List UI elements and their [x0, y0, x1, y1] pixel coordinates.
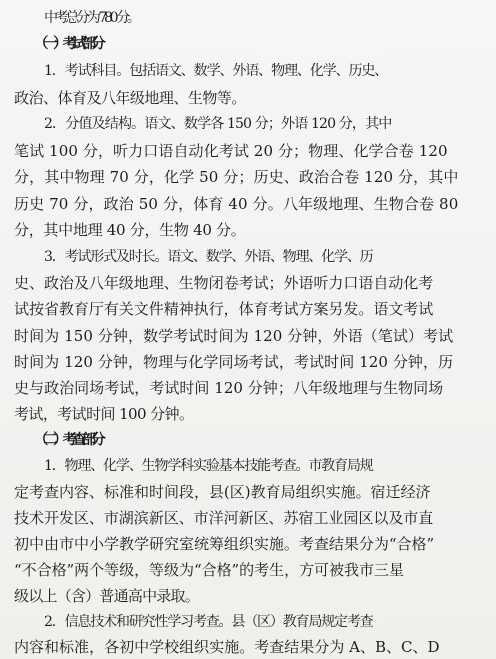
text-line: 时间为 120 分钟，物理与化学同场考试，考试时间 120 分钟，历 [14, 353, 454, 371]
text-line: “不合格”两个等级，等级为“合格”的考生，方可被我市三星 [14, 561, 404, 579]
text-line: 初中由市中小学教学研究室统筹组织实施。考查结果分为“合格” [14, 535, 435, 553]
text-line: 中考总分为 780 分。 [44, 10, 138, 26]
text-line: 考试，考试时间 100 分钟。 [14, 405, 194, 423]
section-heading: （一）考试部分 [34, 35, 101, 52]
section-heading: （二）考查部分 [34, 431, 101, 448]
text-line: 政治、体育及八年级地理、生物等。 [14, 89, 246, 107]
text-line: 级以上（含）普通高中录取。 [14, 587, 200, 605]
text-line: 1．考试科目。包括语文、数学、外语、物理、化学、历史、 [44, 63, 388, 79]
text-line: 2．分值及结构。语文、数学各 150 分；外语 120 分，其中 [44, 116, 392, 132]
text-line: 分，其中物理 70 分，化学 50 分；历史、政治合卷 120 分，其中 [14, 168, 459, 186]
text-line: 时间为 150 分钟，数学考试时间为 120 分钟，外语（笔试）考试 [14, 327, 454, 345]
text-line: 技术开发区、市湖滨新区、市洋河新区、苏宿工业园区以及市直 [14, 509, 434, 527]
text-line: 2．信息技术和研究性学习考查。县（区）教育局规定考查 [44, 614, 373, 630]
text-line: 分，其中地理 40 分，生物 40 分。 [14, 221, 246, 239]
text-line: 试按省教育厅有关文件精神执行，体育考试方案另发。语文考试 [14, 300, 434, 318]
text-line: 3．考试形式及时长。语文、数学、外语、物理、化学、历 [44, 249, 373, 265]
text-line: 历史 70 分，政治 50 分，体育 40 分。八年级地理、生物合卷 80 [14, 195, 459, 213]
text-line: 史、政治及八年级地理、生物闭卷考试；外语听力口语自动化考 [14, 274, 434, 292]
text-line: 定考查内容、标准和时间段，县(区)教育局组织实施。宿迁经济 [14, 483, 431, 501]
text-line: 笔试 100 分，听力口语自动化考试 20 分；物理、化学合卷 120 [14, 142, 448, 160]
text-line: 史与政治同场考试，考试时间 120 分钟；八年级地理与生物同场 [14, 379, 444, 397]
text-line: 1．物理、化学、生物学科实验基本技能考查。市教育局规 [44, 458, 373, 474]
text-line: 内容和标准，各初中学校组织实施。考查结果分为 A、B、C、D [14, 638, 440, 656]
